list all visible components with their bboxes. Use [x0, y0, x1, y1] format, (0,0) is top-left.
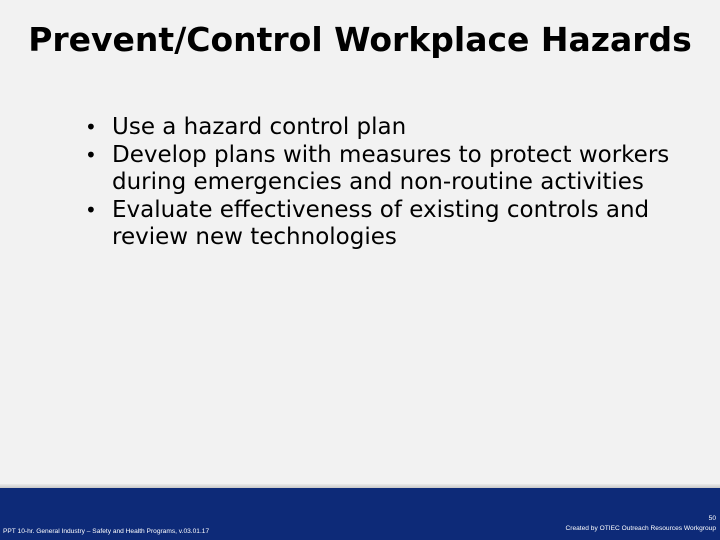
- footer-credit: Created by OTIEC Outreach Resources Workgroup: [565, 525, 716, 532]
- bullet-item: [85, 141, 672, 197]
- bullet-text: Develop plans with measures to protect workers during emergencies and non-routine activities: [112, 141, 670, 195]
- bullet-marker: •: [85, 115, 97, 139]
- bullet-text: Evaluate effectiveness of existing controls and review new technologies: [112, 196, 650, 250]
- bullet-item: [85, 196, 672, 252]
- footer-bar: [0, 488, 720, 540]
- bullet-marker: •: [85, 142, 97, 167]
- footer-course-label: PPT 10-hr. General Industry – Safety and Health Programs, v.03.01.17: [3, 528, 210, 535]
- slide-title: Prevent/Control Workplace Hazards: [28, 20, 692, 59]
- page-number: 50: [708, 515, 716, 522]
- bullet-list: [85, 114, 672, 252]
- bullet-marker: •: [85, 197, 97, 222]
- footer-right-block: [566, 514, 717, 534]
- bullet-text: Use a hazard control plan: [112, 114, 407, 140]
- bullet-item: [85, 114, 672, 142]
